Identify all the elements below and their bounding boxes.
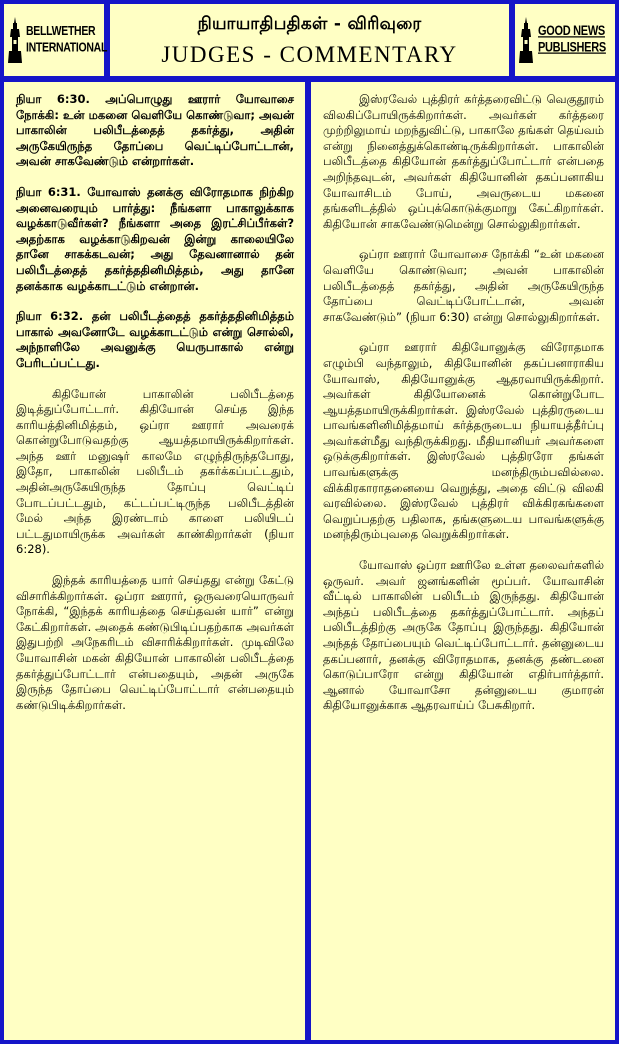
- commentary-paragraph: ஒப்ரா ஊரார் கிதியோனுக்கு விரோதமாக எழும்பி வந்தாலும், கிதியோனின் தகப்பனாராகிய யோவாஸ், கிதியோனுக்கு ஆதரவாயிருக்கிறார். அவர்கள் கிதியோனைக் கொன்றுபோட ஆயத்தமாயிருக்கிறார்கள். இஸ்ரவேல் புத்திரருடைய பாவங்களினிமித்தமாய் கர்த்தருடைய நியாயத்தீர்ப்பு அவர்கள்மீது வந்திருக்கிறது. மீதியானியர் அவர்களை ஒடுக்குகிறார்கள். இஸ்ரவேல் புத்திரரோ தங்கள் பாவங்களுக்கு மனந்திரும்பவில்லை. விக்கிரகாராதனையை வெறுத்து, அதை விட்டு விலகி வரவில்லை. இஸ்ரவேல் புத்திரர் விக்கிரகங்களை வெறுப்பதற்கு பதிலாக, தங்களுடைய பாவங்களுக்கு மனந்திரும்புவதை வெறுக்கிறார்கள்.: [323, 340, 604, 542]
- commentary-paragraph: ஒப்ரா ஊரார் யோவாசை நோக்கி “உன் மகனை வெளியே கொண்டுவா; அவன் பாகாலின் பலிபீடத்தைத் தகர்த்து, அதின் அருகேயிருந்த தோப்பை வெட்டிப்போட்டான், அவன் சாகவேண்டும்” (நியா 6:30) என்று சொல்லுகிறார்கள்.: [323, 247, 604, 324]
- page-header: [110, 4, 509, 76]
- bell-tower-icon: [519, 17, 533, 63]
- logo-left-line1: BELLWETHER: [26, 23, 96, 39]
- logo-right: [515, 4, 615, 76]
- title-tamil: நியாயாதிபதிகள் - விரிவுரை: [197, 14, 422, 34]
- title-english: JUDGES - COMMENTARY: [161, 42, 458, 67]
- logo-right-line2: PUBLISHERS: [538, 40, 606, 55]
- commentary-paragraph: கிதியோன் பாகாலின் பலிபீடத்தை இடித்துப்போட்டார். கிதியோன் செய்த இந்த காரியத்தினிமித்தம், ஒப்ரா ஊரார் அவரைக் கொன்றுபோடுவதற்கு ஆயத்தமாயிருக்கிறார்கள். அந்த ஊர் மனுஷர் காலமே எழுந்திருந்தபோது, இதோ, பாகாலின் பலிபீடம் தகர்க்கப்பட்டதும், அதின்அருகேயிருந்த தோப்பு வெட்டிப் போடப்பட்டதும், கட்டப்பட்டிருந்த பலிபீடத்தின் மேல் அந்த இரண்டாம் காளை பலியிடப் பட்டதுமாயிருக்க அவர்கள் காண்கிறார்கள் (நியா 6:28).: [16, 386, 294, 557]
- verse-6-32: நியா 6:32. தன் பலிபீடத்தைத் தகர்த்ததினிமித்தம் பாகால் அவனோடே வழக்காடட்டும் என்று சொல்லி, அந்நாளிலே அவனுக்கு யெருபாகால் என்று பேரிடப்பட்டது.: [16, 309, 294, 370]
- commentary-paragraph: யோவாஸ் ஒப்ரா ஊரிலே உள்ள தலைவர்களில் ஒருவர். அவர் ஜனங்களின் மூப்பர். யோவாசின் வீட்டில் பாகாலின் பலிபீடம் இருந்தது. கிதியோன் அந்தப் பலிபீடத்தை தகர்த்துப்போட்டார். அந்தப் பலிபீடத்திற்கு அருகே தோப்பு இருந்தது. கிதியோன் அந்தத் தோப்பையும் வெட்டிப்போட்டார். தன்னுடைய தகப்பனார், தனக்கு விரோதமாக, தனக்கு தண்டனை கொடுப்பாரோ என்று கிதியோன் எதிர்பார்த்தார். ஆனால் யோவாசோ தன்னுடைய குமாரன் கிதியோனுக்காக ஆதரவாய்ப் பேசுகிறார்.: [323, 558, 604, 713]
- left-column: [4, 82, 305, 1040]
- right-column: [311, 82, 615, 1040]
- verse-6-30: நியா 6:30. அப்பொழுது ஊரார் யோவாசை நோக்கி: உன் மகனை வெளியே கொண்டுவா; அவன் பாகாலின் பலிபீடத்தைத் தகர்த்து, அதின் அருகேயிருந்த தோப்பை வெட்டிப்போட்டான், அவன் சாகவேண்டும் என்றார்கள்.: [16, 92, 294, 169]
- bell-tower-icon: [8, 17, 22, 63]
- commentary-paragraph: இந்தக் காரியத்தை யார் செய்தது என்று கேட்டு விசாரிக்கிறார்கள். ஒப்ரா ஊரார், ஒருவரையொருவர் நோக்கி, “இந்தக் காரியத்தை செய்தவன் யார்” என்று கேட்கிறார்கள். அதைக் கண்டுபிடிப்பதற்காக அவர்கள் இதுபற்றி அநேகரிடம் விசாரிக்கிறார்கள். முடிவிலே யோவாசின் மகன் கிதியோன் பாகாலின் பலிபீடத்தை தகர்த்துப்போட்டார் என்பதையும், அதன் அருகே இருந்த தோப்பை வெட்டிப்போட்டார் என்பதையும் கண்டுபிடிக்கிறார்கள்.: [16, 573, 294, 712]
- logo-right-line1: GOOD NEWS: [538, 23, 605, 39]
- commentary-paragraph: இஸ்ரவேல் புத்திரர் கர்த்தரைவிட்டு வெகுதூரம் விலகிப்போயிருக்கிறார்கள். அவர்கள் கர்த்தரை முற்றிலுமாய் மறந்துவிட்டு, பாகாலே தங்கள் தெய்வம் என்று நினைத்துக்கொண்டிருக்கிறார்கள். பாகாலின் பலிபீடத்தை கிதியோன் தகர்த்துப்போட்டார் என்பதை அறிந்தவுடன், அவர்கள் கிதியோனின் தகப்பனாகிய யோவாசிடம் போய், அவருடைய மகனை தங்களிடத்தில் ஒப்புக்கொடுக்குமாறு கேட்கிறார்கள். கிதியோன் சாகவேண்டுமென்று சொல்லுகிறார்கள்.: [323, 92, 604, 231]
- logo-left: [4, 4, 108, 76]
- logo-left-line2: INTERNATIONAL: [26, 40, 108, 55]
- verse-6-31: நியா 6:31. யோவாஸ் தனக்கு விரோதமாக நிற்கிற அனைவரையும் பார்த்து: நீங்களா பாகாலுக்காக வழக்காடுவீர்கள்? நீங்களா அதை இரட்சிப்பீர்கள்? அதற்காக வழக்காடுகிறவன் இன்று காலையிலே தானே சாகக்கடவன்; அது தேவனானால் தன் பலிபீடத்தைத் தகர்த்ததினிமித்தம், அது தானே தனக்காக வழக்காடட்டும் என்றான்.: [16, 184, 294, 293]
